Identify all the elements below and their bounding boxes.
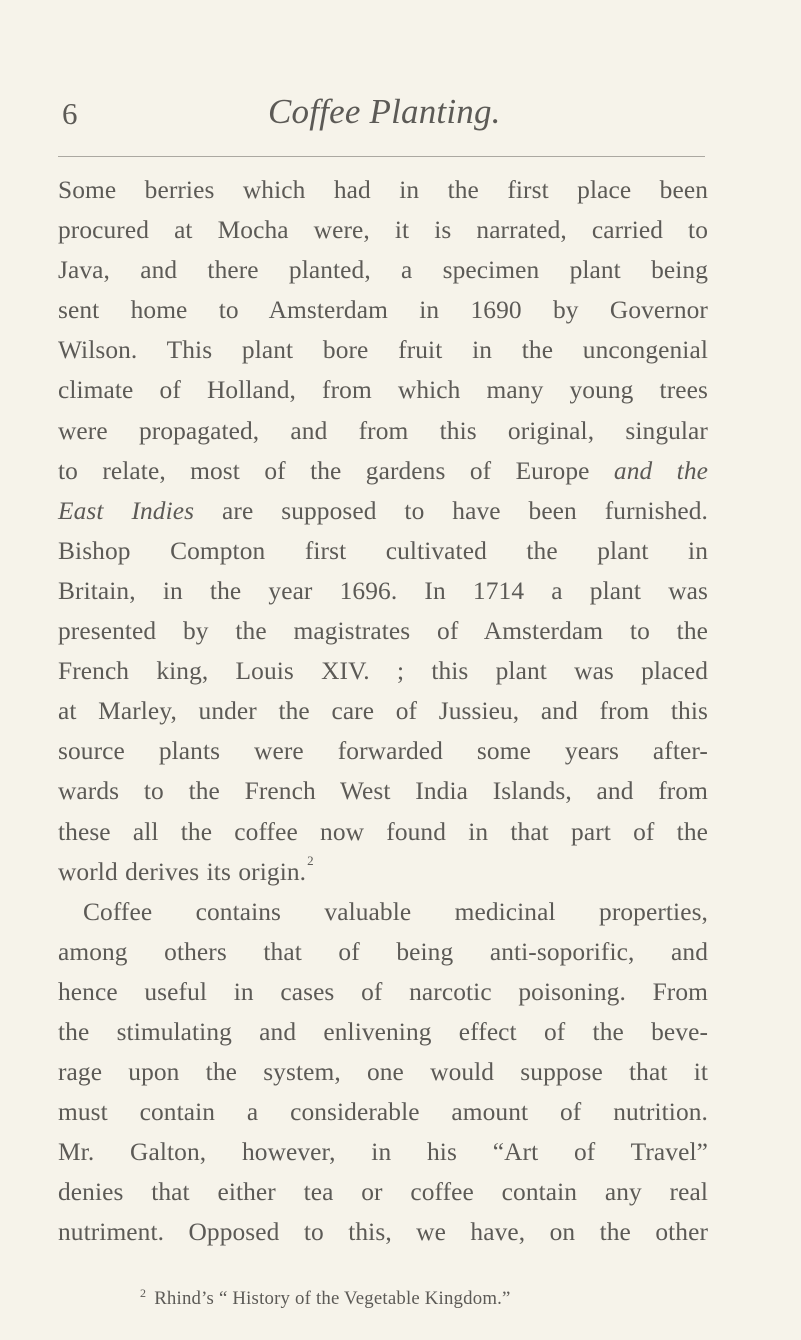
body-text: [58, 170, 708, 1253]
footnote-marker: 2: [140, 1286, 147, 1300]
text-line: hence useful in cases of narcotic poisoning. From: [58, 977, 708, 1006]
text-line: presented by the magistrates of Amsterdam to the: [58, 617, 708, 646]
text-line: Britain, in the year 1696. In 1714 a plant was: [58, 576, 708, 605]
text-segment: world derives its origin.: [58, 857, 307, 886]
text-line: nutriment. Opposed to this, we have, on the other: [58, 1218, 708, 1247]
text-line: rage upon the system, one would suppose that it: [58, 1058, 708, 1087]
italic-phrase: East Indies: [58, 496, 195, 525]
page-header: [58, 94, 718, 154]
text-segment: to relate, most of the gardens of Europe: [58, 456, 590, 485]
text-line: procured at Mocha were, it is narrated, carried to: [58, 216, 708, 245]
text-line: source plants were forwarded some years after-: [58, 737, 708, 766]
italic-phrase: and the: [613, 456, 709, 485]
text-line: Bishop Compton first cultivated the plant in: [58, 536, 708, 565]
text-line: sent home to Amsterdam in 1690 by Governor: [58, 296, 708, 325]
text-line: French king, Louis XIV. ; this plant was placed: [58, 657, 708, 686]
running-title: Coffee Planting.: [268, 92, 501, 131]
text-line: these all the coffee now found in that part of the: [58, 817, 708, 846]
text-line: were propagated, and from this original, singular: [58, 416, 708, 445]
footnote-reference: 2: [307, 852, 314, 868]
text-line: Java, and there planted, a specimen plant being: [58, 256, 708, 285]
text-line: must contain a considerable amount of nutrition.: [58, 1098, 708, 1127]
text-line: climate of Holland, from which many young trees: [58, 376, 708, 405]
text-line: [58, 852, 708, 892]
text-line: denies that either tea or coffee contain any real: [58, 1178, 708, 1207]
text-line: the stimulating and enlivening effect of the beve-: [58, 1017, 708, 1046]
header-rule: [58, 156, 705, 157]
page-number: 6: [62, 96, 78, 131]
text-line: Some berries which had in the first place been: [58, 176, 708, 204]
text-line: [58, 451, 708, 491]
text-line: Wilson. This plant bore fruit in the uncongenial: [58, 336, 708, 365]
paragraph-start-line: Coffee contains valuable medicinal properties,: [83, 897, 708, 926]
text-line: wards to the French West India Islands, and from: [58, 777, 708, 806]
text-line: at Marley, under the care of Jussieu, and from this: [58, 697, 708, 726]
footnote-text: Rhind’s “ History of the Vegetable Kingdom.”: [154, 1288, 511, 1309]
text-segment: are supposed to have been furnished.: [222, 496, 708, 525]
text-line: among others that of being anti-soporific, and: [58, 937, 708, 966]
text-line: Mr. Galton, however, in his “Art of Travel”: [58, 1138, 708, 1167]
footnote: [140, 1286, 660, 1311]
text-line: [58, 491, 708, 531]
